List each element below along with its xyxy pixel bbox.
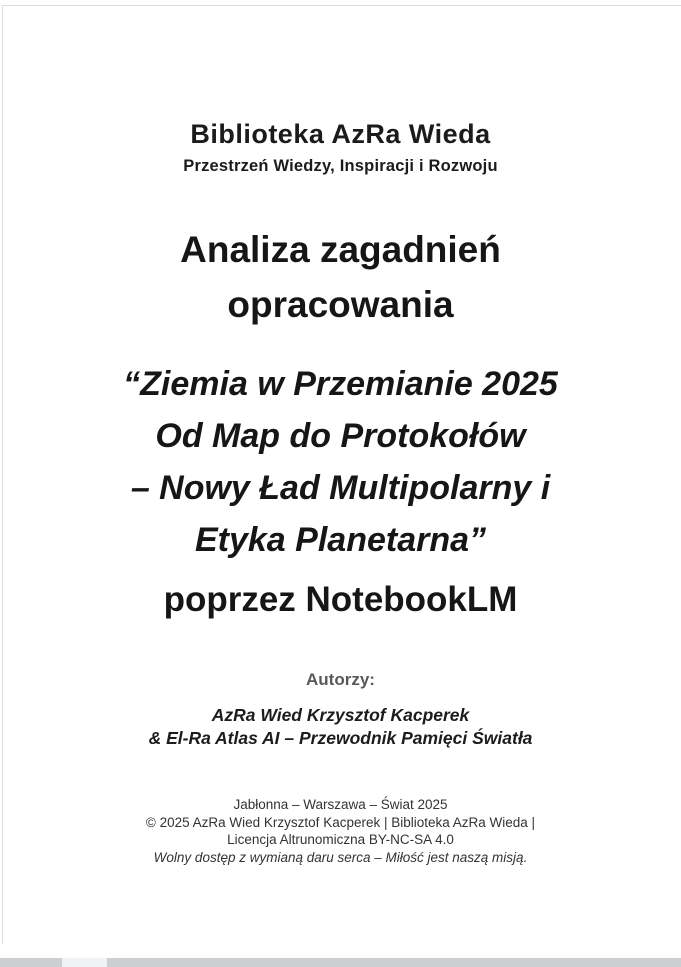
work-title — [0, 358, 681, 566]
author-line-1: AzRa Wied Krzysztof Kacperek — [211, 705, 470, 725]
authors-label: Autorzy: — [306, 670, 375, 689]
imprint-location-line: Jabłonna – Warszawa – Świat 2025 — [233, 797, 448, 812]
horizontal-scrollbar-thumb[interactable] — [62, 958, 107, 967]
via-notebooklm: poprzez NotebookLM — [163, 580, 518, 619]
imprint-block — [0, 796, 681, 866]
work-title-line-1: “Ziemia w Przemianie 2025 — [123, 365, 558, 403]
imprint-license-line: Licencja Altrunomiczna BY-NC-SA 4.0 — [227, 832, 454, 847]
main-title-line-2: opracowania — [227, 284, 454, 325]
author-line-2: & El-Ra Atlas AI – Przewodnik Pamięci Światła — [148, 728, 533, 748]
main-title — [0, 222, 681, 332]
main-title-line-1: Analiza zagadnień — [180, 229, 501, 270]
imprint-motto-line: Wolny dostęp z wymianą daru serca – Miłość jest naszą misją. — [153, 849, 528, 865]
work-title-line-2: Od Map do Protokołów — [155, 417, 526, 455]
library-subtitle: Przestrzeń Wiedzy, Inspiracji i Rozwoju — [183, 157, 498, 175]
horizontal-scrollbar[interactable] — [0, 958, 681, 967]
authors-names — [0, 704, 681, 750]
work-title-line-3: – Nowy Ład Multipolarny i — [130, 469, 551, 507]
imprint-copyright-line: © 2025 AzRa Wied Krzysztof Kacperek | Biblioteka AzRa Wieda | — [145, 814, 536, 830]
work-title-line-4: Etyka Planetarna” — [194, 521, 487, 559]
library-title: Biblioteka AzRa Wieda — [190, 119, 491, 149]
